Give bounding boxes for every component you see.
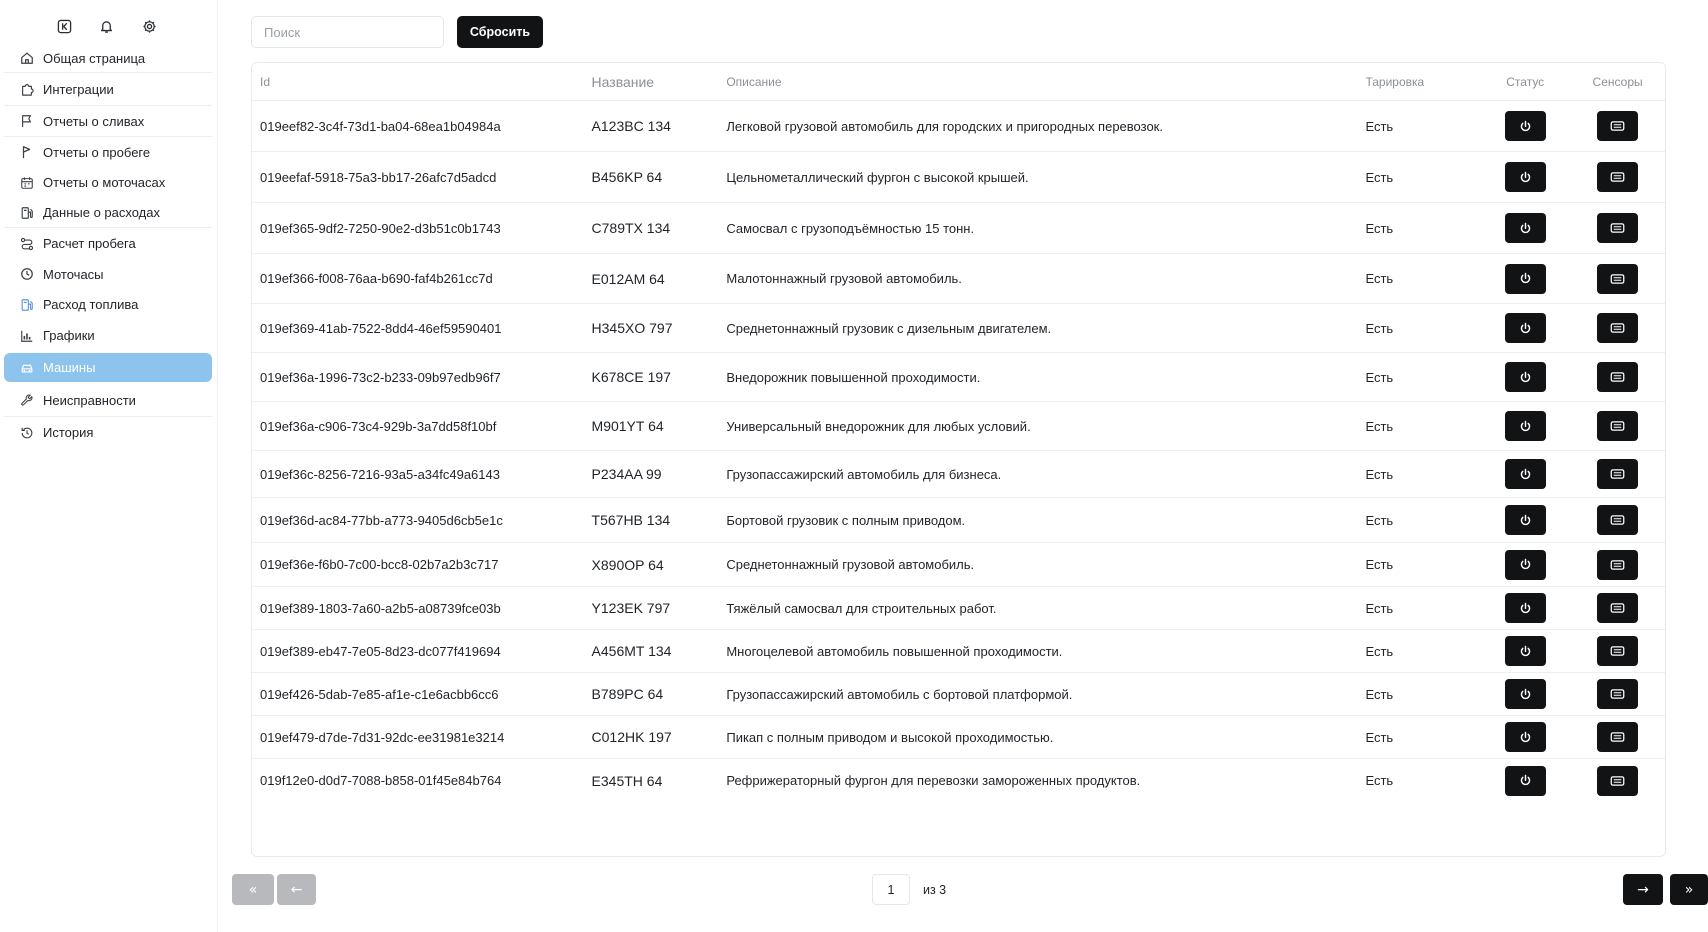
sidebar-item-fuel-consumption[interactable] — [4, 289, 212, 320]
table-row[interactable] — [252, 630, 1665, 673]
power-icon — [1519, 420, 1532, 433]
table-row[interactable] — [252, 716, 1665, 759]
sensor-card-icon — [1610, 120, 1625, 132]
cell-name: P234AA 99 — [591, 466, 662, 482]
first-page-button[interactable]: « — [232, 874, 274, 905]
sensors-button[interactable] — [1597, 679, 1638, 709]
cell-description: Среднетоннажный грузовой автомобиль. — [726, 557, 975, 572]
sidebar-item-label: Моточасы — [43, 266, 104, 282]
cell-tariff: Есть — [1365, 220, 1394, 236]
cell-status — [1480, 162, 1570, 192]
cell-sensors — [1570, 459, 1665, 489]
column-header-sensors[interactable]: Сенсоры — [1592, 74, 1643, 89]
power-icon — [1519, 688, 1532, 701]
power-icon — [1519, 371, 1532, 384]
status-power-button[interactable] — [1505, 722, 1546, 752]
sidebar-item-label: Машины — [43, 360, 96, 375]
column-header-name[interactable]: Название — [591, 73, 655, 90]
column-header-id[interactable]: Id — [260, 74, 271, 89]
sensor-card-icon — [1610, 273, 1625, 285]
cell-id: 019ef369-41ab-7522-8dd4-46ef59590401 — [260, 320, 502, 336]
status-power-button[interactable] — [1505, 411, 1546, 441]
cell-status — [1480, 766, 1570, 796]
puzzle-icon — [19, 82, 34, 97]
power-icon — [1519, 558, 1532, 571]
cell-name: X890OP 64 — [591, 556, 664, 573]
table-row[interactable] — [252, 152, 1665, 203]
cars-table — [251, 62, 1666, 857]
sensors-button[interactable] — [1597, 550, 1638, 580]
cell-name: H345XO 797 — [591, 320, 673, 336]
cell-id: 019f12e0-d0d7-7088-b858-01f45e84b764 — [260, 773, 502, 788]
table-row[interactable] — [252, 673, 1665, 716]
cell-description: Пикап с полным приводом и высокой проходимостью. — [726, 729, 1054, 745]
sensor-card-icon — [1610, 602, 1625, 614]
sidebar — [0, 0, 218, 932]
cell-name: M901YT 64 — [591, 418, 664, 434]
sidebar-item-history[interactable] — [4, 417, 212, 448]
cell-status — [1480, 111, 1570, 141]
cell-name: E345TH 64 — [591, 772, 663, 789]
sensors-button[interactable] — [1597, 593, 1638, 623]
cell-name: K678CE 197 — [591, 369, 671, 385]
sensor-card-icon — [1610, 514, 1625, 526]
cell-id: 019ef36e-f6b0-7c00-bcc8-02b7a2b3c717 — [260, 557, 499, 572]
page-count-label: из 3 — [923, 882, 947, 897]
clock-icon — [19, 267, 34, 282]
sensors-button[interactable] — [1597, 722, 1638, 752]
sidebar-item-overview[interactable] — [4, 44, 212, 73]
power-icon — [1519, 602, 1532, 615]
prev-page-button[interactable]: ← — [277, 874, 316, 905]
sidebar-item-mileage-calc[interactable] — [4, 228, 212, 259]
status-power-button[interactable] — [1505, 550, 1546, 580]
cell-description: Среднетоннажный грузовик с дизельным двигателем. — [726, 320, 1052, 336]
sensors-button[interactable] — [1597, 636, 1638, 666]
cell-status — [1480, 459, 1570, 489]
cell-sensors — [1570, 313, 1665, 343]
sensors-button[interactable] — [1597, 111, 1638, 141]
table-row[interactable] — [252, 543, 1665, 587]
table-row[interactable] — [252, 101, 1665, 152]
sidebar-item-drain-reports[interactable] — [4, 106, 212, 137]
cell-tariff: Есть — [1365, 418, 1394, 434]
cell-id: 019ef389-1803-7a60-a2b5-a08739fce03b — [260, 600, 501, 616]
table-row[interactable] — [252, 587, 1665, 630]
cell-description: Цельнометаллический фургон с высокой крышей. — [726, 169, 1029, 185]
cell-id: 019eef82-3c4f-73d1-ba04-68ea1b04984a — [260, 118, 501, 134]
cell-status — [1480, 213, 1570, 243]
status-power-button[interactable] — [1505, 593, 1546, 623]
wrench-icon — [19, 393, 34, 408]
cell-tariff: Есть — [1365, 512, 1394, 528]
status-power-button[interactable] — [1505, 264, 1546, 294]
table-row[interactable] — [252, 353, 1665, 402]
cell-id: 019ef36d-ac84-77bb-a773-9405d6cb5e1c — [260, 512, 503, 528]
sensor-card-icon — [1610, 171, 1625, 183]
cell-description: Многоцелевой автомобиль повышенной проходимости. — [726, 643, 1063, 659]
chart-icon — [19, 328, 34, 343]
column-header-tariff[interactable]: Тарировка — [1365, 74, 1425, 89]
sidebar-item-label: Данные о расходах — [43, 205, 160, 220]
sidebar-item-label: Интеграции — [43, 81, 114, 97]
table-body — [252, 101, 1665, 802]
cell-tariff: Есть — [1365, 773, 1394, 788]
sidebar-item-label: Отчеты о пробеге — [43, 144, 151, 160]
cell-description: Легковой грузовой автомобиль для городских и пригородных перевозок. — [726, 118, 1163, 134]
sensors-button[interactable] — [1597, 162, 1638, 192]
status-power-button[interactable] — [1505, 111, 1546, 141]
cell-status — [1480, 550, 1570, 580]
cell-description: Малотоннажный грузовой автомобиль. — [726, 271, 962, 286]
sensor-card-icon — [1610, 559, 1625, 571]
sensor-card-icon — [1610, 688, 1625, 700]
power-icon — [1519, 322, 1532, 335]
cell-status — [1480, 362, 1570, 392]
fuel-pump-icon — [19, 297, 34, 312]
cell-sensors — [1570, 593, 1665, 623]
power-icon — [1519, 514, 1532, 527]
power-icon — [1519, 731, 1532, 744]
cell-description: Внедорожник повышенной проходимости. — [726, 369, 981, 385]
last-page-button[interactable]: » — [1670, 874, 1708, 905]
car-icon — [19, 360, 34, 375]
sidebar-item-label: Отчеты о моточасах — [43, 175, 166, 190]
cell-tariff: Есть — [1365, 600, 1394, 616]
sidebar-item-mileage-reports[interactable] — [4, 137, 212, 167]
cell-status — [1480, 411, 1570, 441]
sensors-button[interactable] — [1597, 459, 1638, 489]
cell-description: Рефрижераторный фургон для перевозки замороженных продуктов. — [726, 773, 1141, 788]
cell-description: Грузопассажирский автомобиль с бортовой платформой. — [726, 686, 1073, 702]
cell-tariff: Есть — [1365, 369, 1394, 385]
sensor-card-icon — [1610, 731, 1625, 743]
sidebar-item-integrations[interactable] — [4, 73, 212, 106]
cell-tariff: Есть — [1365, 320, 1394, 336]
main-content — [236, 0, 1694, 932]
sidebar-item-label: Графики — [43, 328, 95, 343]
fuel-icon — [19, 205, 34, 220]
table-row[interactable] — [252, 451, 1665, 498]
cell-status — [1480, 264, 1570, 294]
bell-icon[interactable] — [95, 15, 117, 37]
cell-description: Грузопассажирский автомобиль для бизнеса. — [726, 466, 1002, 482]
sensors-button[interactable] — [1597, 505, 1638, 535]
status-power-button[interactable] — [1505, 636, 1546, 666]
sensors-button[interactable] — [1597, 766, 1638, 796]
cell-sensors — [1570, 550, 1665, 580]
cell-tariff: Есть — [1365, 466, 1394, 482]
power-icon — [1519, 222, 1532, 235]
cell-sensors — [1570, 264, 1665, 294]
sensors-button[interactable] — [1597, 313, 1638, 343]
cell-description: Самосвал с грузоподъёмностью 15 тонн. — [726, 220, 975, 236]
power-icon — [1519, 774, 1532, 787]
cell-name: B456KP 64 — [591, 169, 663, 185]
cell-id: 019ef479-d7de-7d31-92dc-ee31981e3214 — [260, 729, 505, 745]
power-icon — [1519, 468, 1532, 481]
cell-sensors — [1570, 411, 1665, 441]
cell-sensors — [1570, 679, 1665, 709]
sensor-card-icon — [1610, 322, 1625, 334]
status-power-button[interactable] — [1505, 313, 1546, 343]
sidebar-item-label: Расчет пробега — [43, 236, 136, 251]
column-header-status[interactable]: Статус — [1506, 74, 1545, 89]
cell-tariff: Есть — [1365, 271, 1394, 286]
sidebar-top-icons — [0, 15, 218, 37]
sensor-card-icon — [1610, 222, 1625, 234]
sensor-card-icon — [1610, 645, 1625, 657]
cell-tariff: Есть — [1365, 118, 1394, 134]
cell-status — [1480, 505, 1570, 535]
cell-id: 019ef36c-8256-7216-93a5-a34fc49a6143 — [260, 466, 500, 482]
cell-sensors — [1570, 362, 1665, 392]
cell-tariff: Есть — [1365, 169, 1394, 185]
cell-name: A456MT 134 — [591, 643, 672, 659]
cell-description: Универсальный внедорожник для любых условий. — [726, 418, 1031, 434]
sidebar-nav — [4, 44, 212, 448]
sidebar-item-label: Расход топлива — [43, 297, 139, 312]
status-power-button[interactable] — [1505, 679, 1546, 709]
current-page-field[interactable]: 1 — [872, 874, 910, 905]
cell-tariff: Есть — [1365, 686, 1394, 702]
status-power-button[interactable] — [1505, 162, 1546, 192]
power-icon — [1519, 645, 1532, 658]
cell-sensors — [1570, 505, 1665, 535]
sidebar-item-motohours-reports[interactable] — [4, 167, 212, 198]
cell-id: 019ef36a-c906-73c4-929b-3a7dd58f10bf — [260, 418, 497, 434]
sensor-card-icon — [1610, 468, 1625, 480]
cell-sensors — [1570, 722, 1665, 752]
table-row[interactable] — [252, 402, 1665, 451]
cell-name: C012HK 197 — [591, 729, 672, 745]
column-header-description[interactable]: Описание — [726, 74, 782, 89]
cell-description: Бортовой грузовик с полным приводом. — [726, 512, 966, 528]
cell-id: 019ef366-f008-76aa-b690-faf4b261cc7d — [260, 271, 493, 286]
reset-button[interactable]: Сбросить — [457, 16, 543, 48]
power-icon — [1519, 272, 1532, 285]
sidebar-item-label: Общая страница — [43, 50, 146, 66]
pennant-icon — [19, 145, 34, 160]
cell-name: A123BC 134 — [591, 118, 671, 134]
sidebar-item-label: История — [43, 425, 94, 440]
cell-description: Тяжёлый самосвал для строительных работ. — [726, 600, 997, 616]
cell-sensors — [1570, 766, 1665, 796]
table-header — [252, 63, 1665, 101]
cell-sensors — [1570, 111, 1665, 141]
cell-sensors — [1570, 213, 1665, 243]
sidebar-item-expense-data[interactable] — [4, 198, 212, 228]
next-page-button[interactable]: → — [1623, 874, 1663, 905]
sensor-card-icon — [1610, 371, 1625, 383]
sensors-button[interactable] — [1597, 264, 1638, 294]
cell-name: Y123EK 797 — [591, 600, 671, 616]
cell-tariff: Есть — [1365, 643, 1394, 659]
sensors-button[interactable] — [1597, 213, 1638, 243]
sidebar-item-label: Неисправности — [43, 392, 136, 408]
table-row[interactable] — [252, 304, 1665, 353]
history-icon — [19, 425, 34, 440]
gear-icon[interactable] — [138, 15, 160, 37]
sensor-card-icon — [1610, 775, 1625, 787]
cell-name: E012AM 64 — [591, 270, 665, 287]
status-power-button[interactable] — [1505, 459, 1546, 489]
home-icon — [19, 51, 34, 66]
route-icon — [19, 236, 34, 251]
sensors-button[interactable] — [1597, 411, 1638, 441]
cell-id: 019ef426-5dab-7e85-af1e-c1e6acbb6cc6 — [260, 686, 499, 702]
power-icon — [1519, 171, 1532, 184]
collapse-sidebar-icon[interactable] — [53, 15, 75, 37]
cell-id: 019ef365-9df2-7250-90e2-d3b51c0b1743 — [260, 220, 501, 236]
cell-id: 019ef36a-1996-73c2-b233-09b97edb96f7 — [260, 369, 501, 385]
cell-status — [1480, 313, 1570, 343]
cell-status — [1480, 679, 1570, 709]
status-power-button[interactable] — [1505, 213, 1546, 243]
cell-tariff: Есть — [1365, 557, 1394, 572]
power-icon — [1519, 120, 1532, 133]
sensors-button[interactable] — [1597, 362, 1638, 392]
cell-tariff: Есть — [1365, 729, 1394, 745]
table-row[interactable] — [252, 203, 1665, 254]
sidebar-item-label: Отчеты о сливах — [43, 113, 145, 129]
status-power-button[interactable] — [1505, 505, 1546, 535]
calendar-icon — [19, 175, 34, 190]
sidebar-item-charts[interactable] — [4, 320, 212, 351]
sidebar-item-motohours[interactable] — [4, 259, 212, 289]
search-input[interactable] — [251, 16, 444, 48]
cell-status — [1480, 722, 1570, 752]
cell-status — [1480, 636, 1570, 666]
status-power-button[interactable] — [1505, 766, 1546, 796]
cell-sensors — [1570, 636, 1665, 666]
table-row[interactable] — [252, 498, 1665, 543]
cell-status — [1480, 593, 1570, 623]
cell-id: 019eefaf-5918-75a3-bb17-26afc7d5adcd — [260, 169, 497, 185]
cell-id: 019ef389-eb47-7e05-8d23-dc077f419694 — [260, 643, 501, 659]
flag-icon — [19, 114, 34, 129]
table-row[interactable] — [252, 759, 1665, 802]
cell-name: C789TX 134 — [591, 220, 671, 236]
sidebar-item-cars[interactable] — [4, 353, 212, 382]
table-row[interactable] — [252, 254, 1665, 304]
cell-name: B789PC 64 — [591, 686, 664, 702]
status-power-button[interactable] — [1505, 362, 1546, 392]
sensor-card-icon — [1610, 420, 1625, 432]
sidebar-item-malfunctions[interactable] — [4, 384, 212, 417]
cell-sensors — [1570, 162, 1665, 192]
cell-name: T567HB 134 — [591, 512, 671, 528]
